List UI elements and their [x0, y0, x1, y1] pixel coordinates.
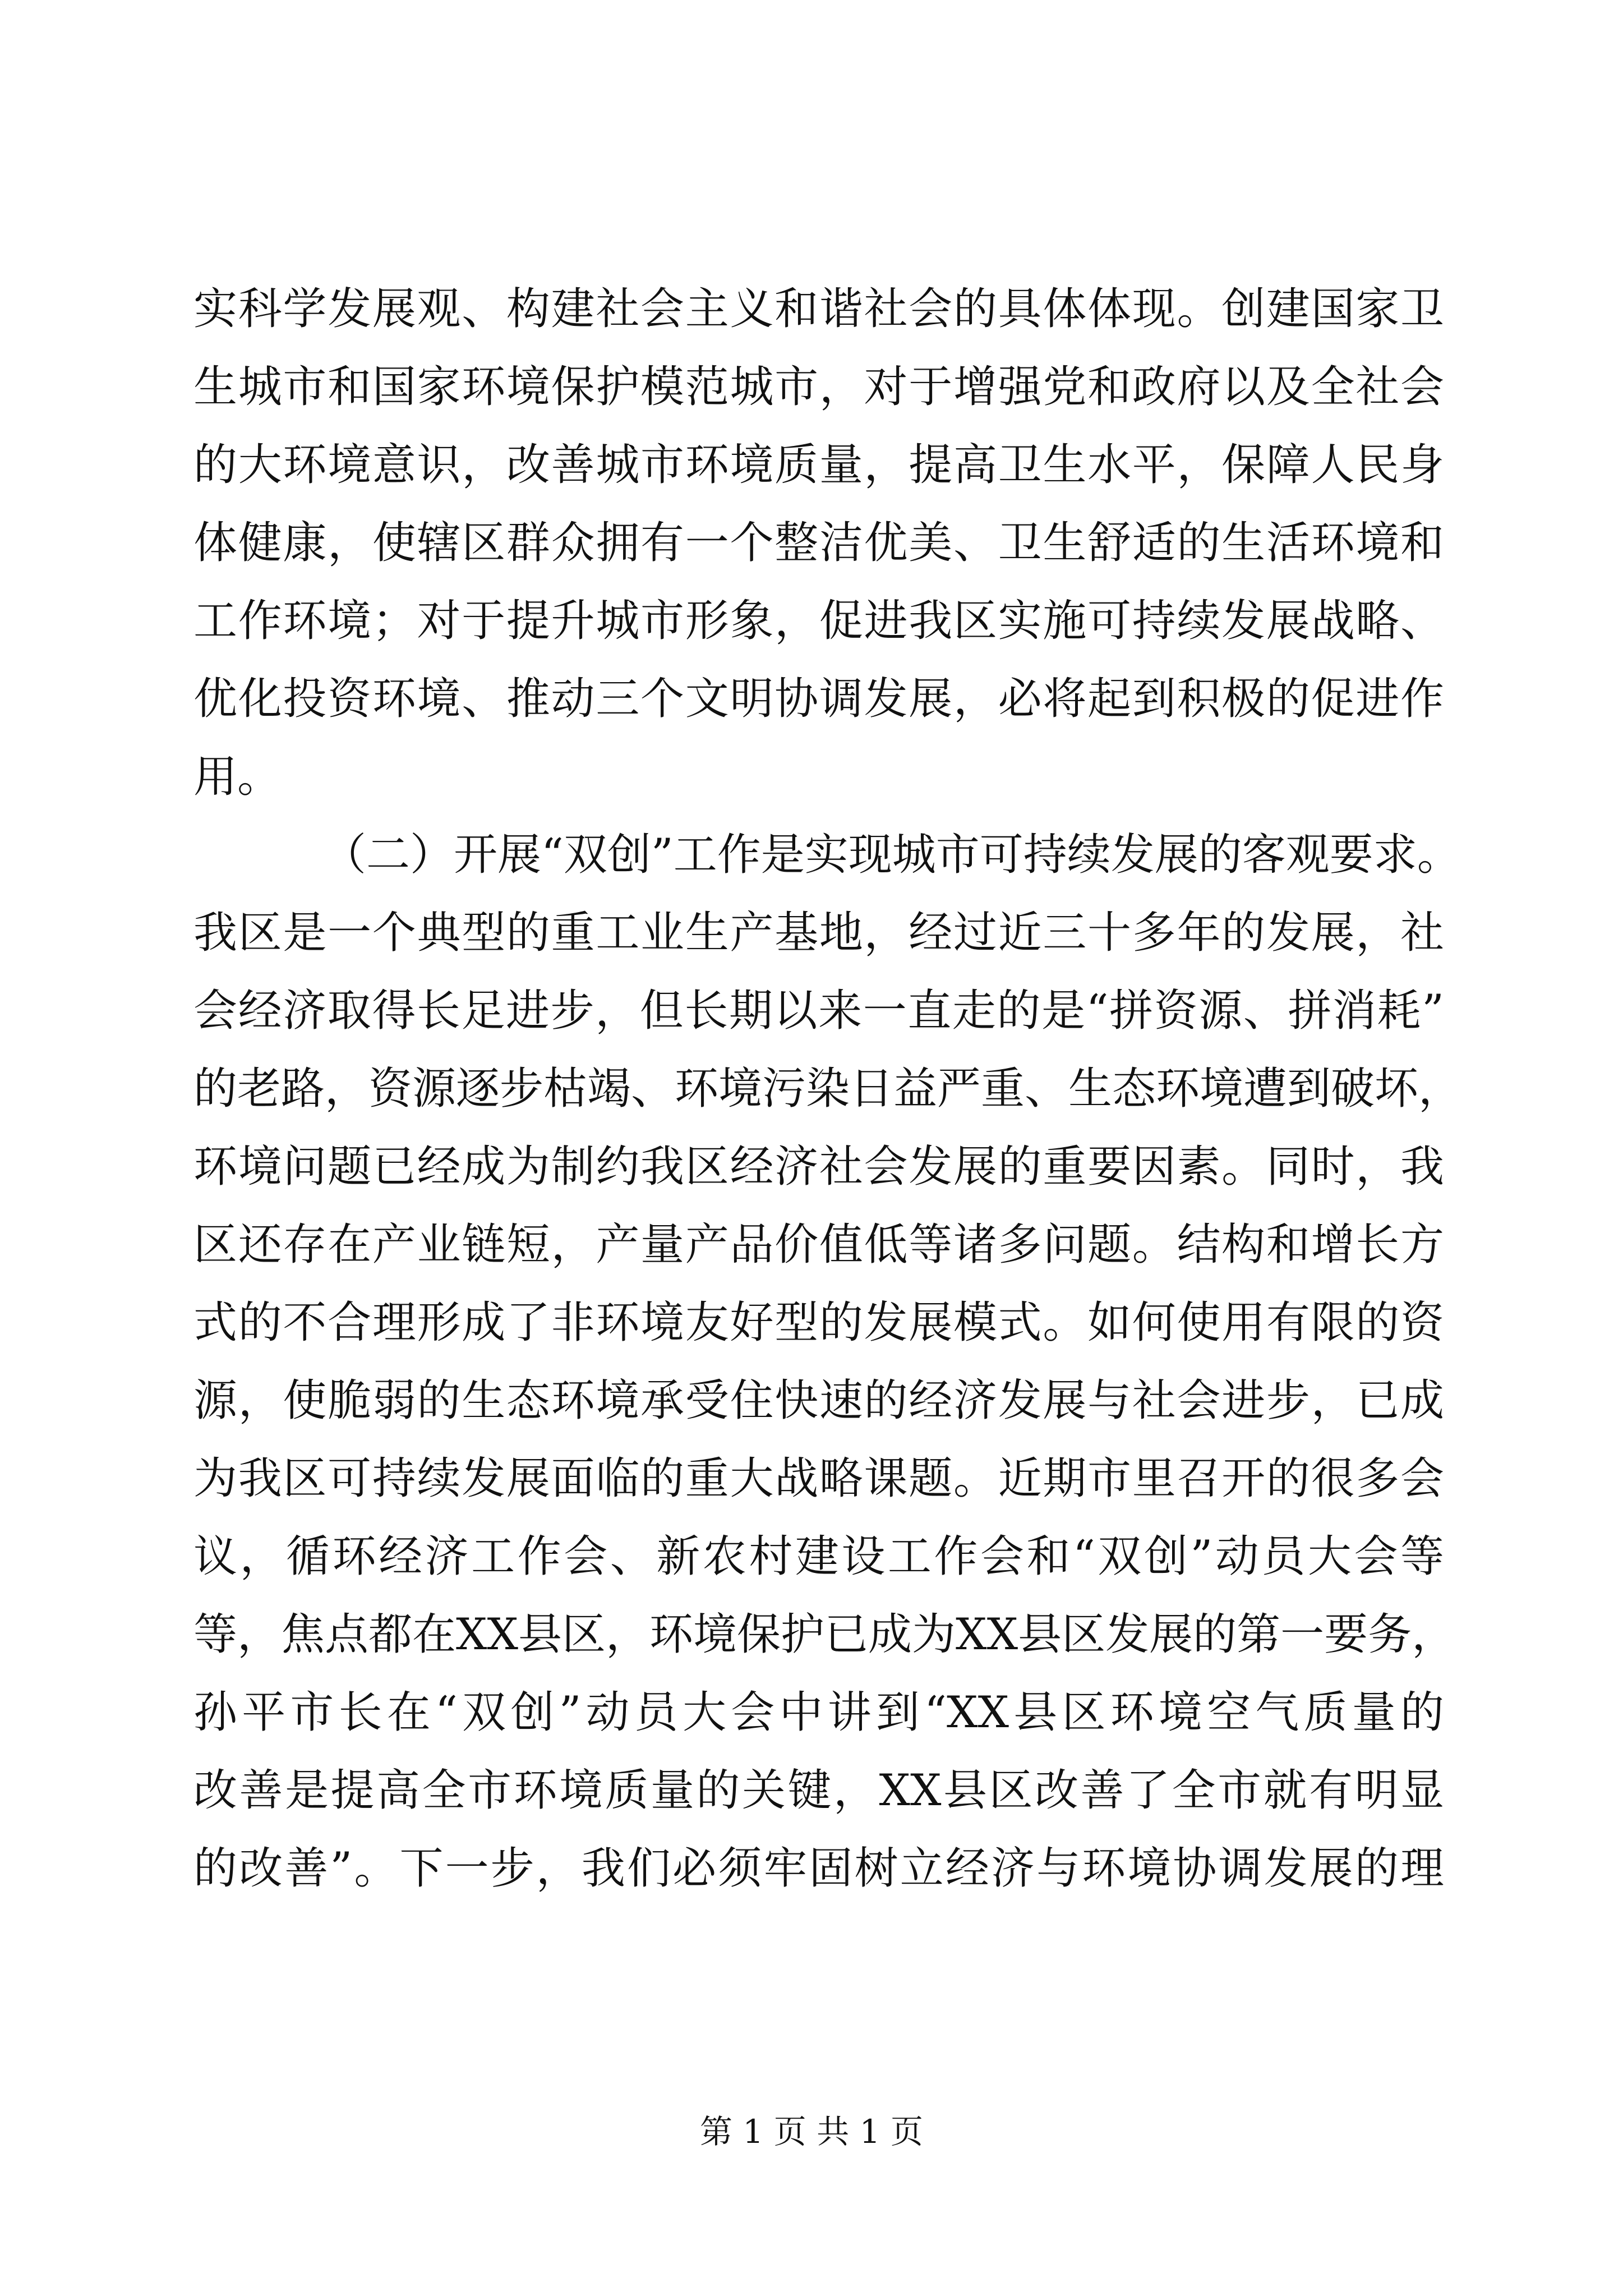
text-line: 源，使脆弱的生态环境承受住快速的经济发展与社会进步，已成 [193, 1375, 1444, 1426]
text-line: 改善是提高全市环境质量的关键，XX县区改善了全市就有明显 [193, 1765, 1444, 1816]
text-line: 区还存在产业链短，产量产品价值低等诸多问题。结构和增长方 [193, 1220, 1444, 1270]
page-footer [0, 2109, 1623, 2154]
section-heading-line: （二）开展“双创”工作是实现城市可持续发展的客观要求。 [322, 830, 1461, 880]
text-line: 优化投资环境、推动三个文明协调发展，必将起到积极的促进作 [193, 674, 1444, 724]
body-text [193, 270, 1463, 1908]
text-line: 我区是一个典型的重工业生产基地，经过近三十多年的发展，社 [193, 908, 1444, 958]
text-line: 环境问题已经成为制约我区经济社会发展的重要因素。同时，我 [193, 1142, 1444, 1192]
text-line: 工作环境；对于提升城市形象，促进我区实施可持续发展战略、 [193, 596, 1444, 646]
text-line: 的老路，资源逐步枯竭、环境污染日益严重、生态环境遭到破坏， [193, 1064, 1463, 1114]
text-line: 议，循环经济工作会、新农村建设工作会和“双创”动员大会等 [193, 1531, 1444, 1582]
text-line: 会经济取得长足进步，但长期以来一直走的是“拼资源、拼消耗” [193, 986, 1444, 1036]
text-line: 的改善”。下一步，我们必须牢固树立经济与环境协调发展的理 [193, 1843, 1444, 1894]
text-line: 孙平市长在“双创”动员大会中讲到“XX县区环境空气质量的 [193, 1687, 1444, 1738]
text-line: 式的不合理形成了非环境友好型的发展模式。如何使用有限的资 [193, 1297, 1444, 1348]
text-line: 实科学发展观、构建社会主义和谐社会的具体体现。创建国家卫 [193, 284, 1444, 334]
page-number-label: 第 1 页 共 1 页 [700, 2113, 923, 2151]
text-line: 为我区可持续发展面临的重大战略课题。近期市里召开的很多会 [193, 1453, 1444, 1504]
text-line: 的大环境意识，改善城市环境质量，提高卫生水平，保障人民身 [193, 440, 1444, 490]
text-line: 生城市和国家环境保护模范城市，对于增强党和政府以及全社会 [193, 362, 1444, 412]
text-line: 用。 [193, 752, 282, 802]
text-line: 体健康，使辖区群众拥有一个整洁优美、卫生舒适的生活环境和 [193, 518, 1444, 568]
text-line: 等，焦点都在XX县区，环境保护已成为XX县区发展的第一要务， [193, 1609, 1456, 1660]
